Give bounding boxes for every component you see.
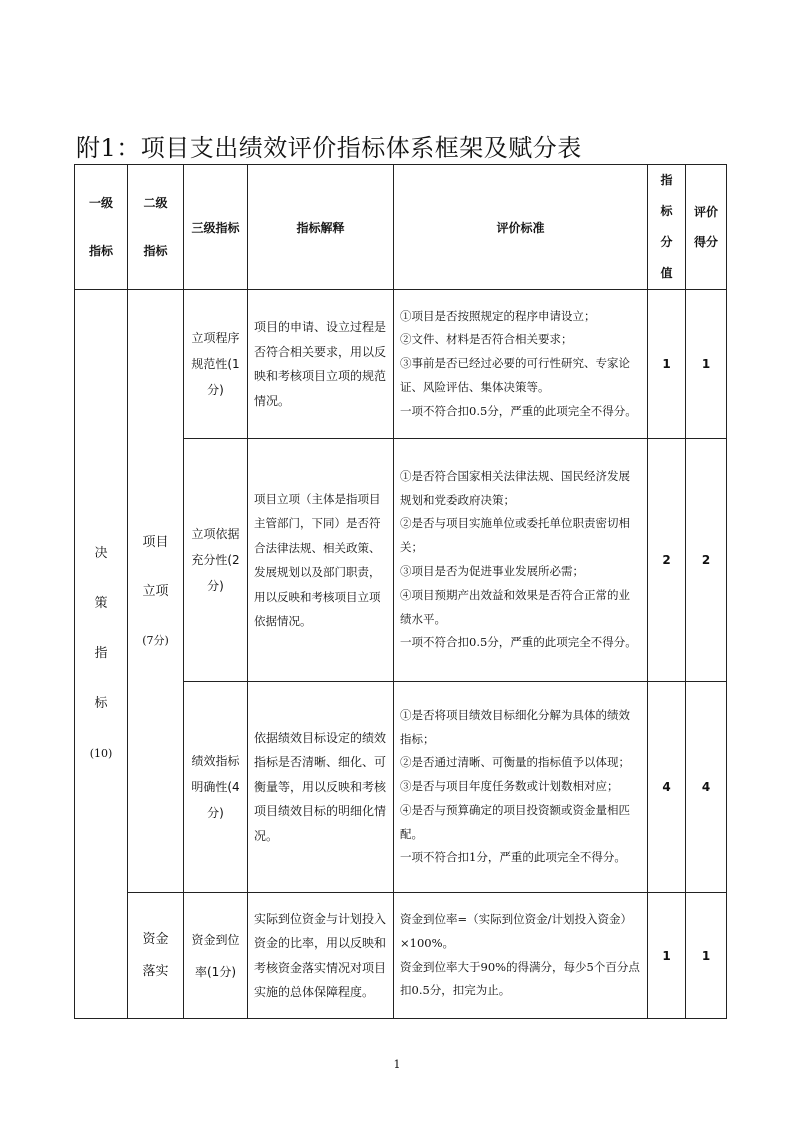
score-cell: 1 (686, 290, 727, 439)
weight-cell: 1 (648, 290, 686, 439)
explanation-cell: 项目的申请、设立过程是否符合相关要求，用以反映和考核项目立项的规范情况。 (248, 290, 394, 439)
indicator-cell (184, 893, 248, 1019)
criteria-cell (394, 893, 648, 1019)
indicator-line: 分) (207, 383, 224, 397)
explanation-cell: 项目立项（主体是指项目主管部门，下同）是否符合法律法规、相关政策、发展规划以及部门职责，用以反映和考核项目立项依据情况。 (248, 439, 394, 682)
indicator-line: 分) (207, 579, 224, 593)
criteria-line: ①是否将项目绩效目标细化分解为具体的绩效指标； (400, 707, 630, 746)
level2-name-line1: 项目 (142, 534, 169, 550)
header-level1 (75, 165, 128, 290)
indicator-line: 资金到位 (191, 932, 240, 947)
criteria-cell (394, 290, 648, 439)
weight-cell: 1 (648, 893, 686, 1019)
level1-char: 决 (94, 546, 108, 561)
level2-name-line2: 立项 (142, 583, 169, 599)
weight-cell: 2 (648, 439, 686, 682)
criteria-line: ③项目是否为促进事业发展所必需； (400, 564, 584, 578)
level2-cell-funding (128, 893, 184, 1019)
indicator-line: 立项程序 (191, 331, 240, 345)
header-weight-char: 分 (660, 235, 673, 249)
level2-cell-project (128, 290, 184, 893)
header-weight-char: 指 (660, 173, 673, 187)
criteria-line: ③事前是否已经过必要的可行性研究、专家论证、风险评估、集体决策等。 (400, 356, 630, 394)
criteria-line: ④项目预期产出效益和效果是否符合正常的业绩水平。 (400, 587, 630, 626)
header-level1-line2: 指标 (88, 244, 113, 258)
criteria-line: ④是否与预算确定的项目投资额或资金量相匹配。 (400, 802, 630, 841)
criteria-line: ③是否与项目年度任务数或计划数相对应； (400, 779, 619, 794)
indicator-cell (184, 290, 248, 439)
header-weight-char: 标 (660, 204, 673, 218)
level1-char: 策 (94, 596, 108, 611)
level1-cell (75, 290, 128, 1019)
weight-cell: 4 (648, 682, 686, 893)
criteria-line: ②是否与项目实施单位或委托单位职责密切相关； (400, 516, 630, 555)
header-level2-line1: 二级 (143, 196, 168, 210)
criteria-line: ①项目是否按照规定的程序申请设立； (400, 308, 596, 323)
criteria-line: 一项不符合扣0.5分，严重的此项完全不得分。 (400, 403, 637, 418)
header-score (686, 165, 727, 290)
header-explanation: 指标解释 (248, 165, 394, 290)
indicator-line: 率(1分) (195, 964, 236, 979)
header-level2 (128, 165, 184, 290)
header-criteria: 评价标准 (394, 165, 648, 290)
criteria-line: 资金到位率大于90%的得满分，每少5个百分点扣0.5分，扣完为止。 (400, 959, 640, 998)
criteria-line: 资金到位率=（实际到位资金/计划投入资金）×100%。 (400, 911, 633, 950)
indicator-table (74, 164, 727, 1019)
table-row (75, 290, 727, 439)
level2-points: (7分) (142, 633, 169, 647)
table-row (75, 893, 727, 1019)
criteria-line: ②文件、材料是否符合相关要求； (400, 332, 573, 347)
score-cell: 4 (686, 682, 727, 893)
criteria-line: 一项不符合扣0.5分，严重的此项完全不得分。 (400, 635, 637, 650)
explanation-cell: 依据绩效目标设定的绩效指标是否清晰、细化、可衡量等，用以反映和考核项目绩效目标的明细化情况。 (248, 682, 394, 893)
level1-char: 标 (94, 696, 108, 711)
criteria-cell (394, 682, 648, 893)
indicator-line: 分) (207, 806, 224, 820)
indicator-line: 充分性(2 (191, 553, 240, 567)
indicator-cell (184, 682, 248, 893)
indicator-line: 绩效指标 (191, 754, 240, 768)
score-cell: 1 (686, 893, 727, 1019)
header-weight (648, 165, 686, 290)
indicator-cell (184, 439, 248, 682)
indicator-line: 立项依据 (191, 527, 240, 541)
page-title: 附1：项目支出绩效评价指标体系框架及赋分表 (76, 134, 582, 162)
indicator-line: 规范性(1 (191, 357, 240, 371)
level1-char: 指 (94, 646, 108, 661)
header-weight-char: 值 (660, 266, 673, 280)
page-number: 1 (393, 1058, 401, 1071)
header-score-line1: 评价 (693, 205, 718, 219)
score-cell: 2 (686, 439, 727, 682)
indicator-line: 明确性(4 (191, 780, 240, 794)
criteria-line: ①是否符合国家相关法律法规、国民经济发展规划和党委政府决策； (400, 468, 630, 507)
criteria-cell (394, 439, 648, 682)
header-level1-line1: 一级 (88, 196, 113, 210)
table-header-row (75, 165, 727, 290)
level2-name-line2: 落实 (142, 963, 169, 979)
header-level3: 三级指标 (184, 165, 248, 290)
header-score-line2: 得分 (693, 235, 718, 249)
level1-points: (10) (89, 747, 113, 760)
criteria-line: ②是否通过清晰、可衡量的指标值予以体现； (400, 755, 630, 770)
header-level2-line2: 指标 (143, 244, 168, 258)
level2-name-line1: 资金 (142, 931, 169, 947)
explanation-cell: 实际到位资金与计划投入资金的比率，用以反映和考核资金落实情况对项目实施的总体保障程度。 (248, 893, 394, 1019)
criteria-line: 一项不符合扣1分，严重的此项完全不得分。 (400, 850, 626, 865)
